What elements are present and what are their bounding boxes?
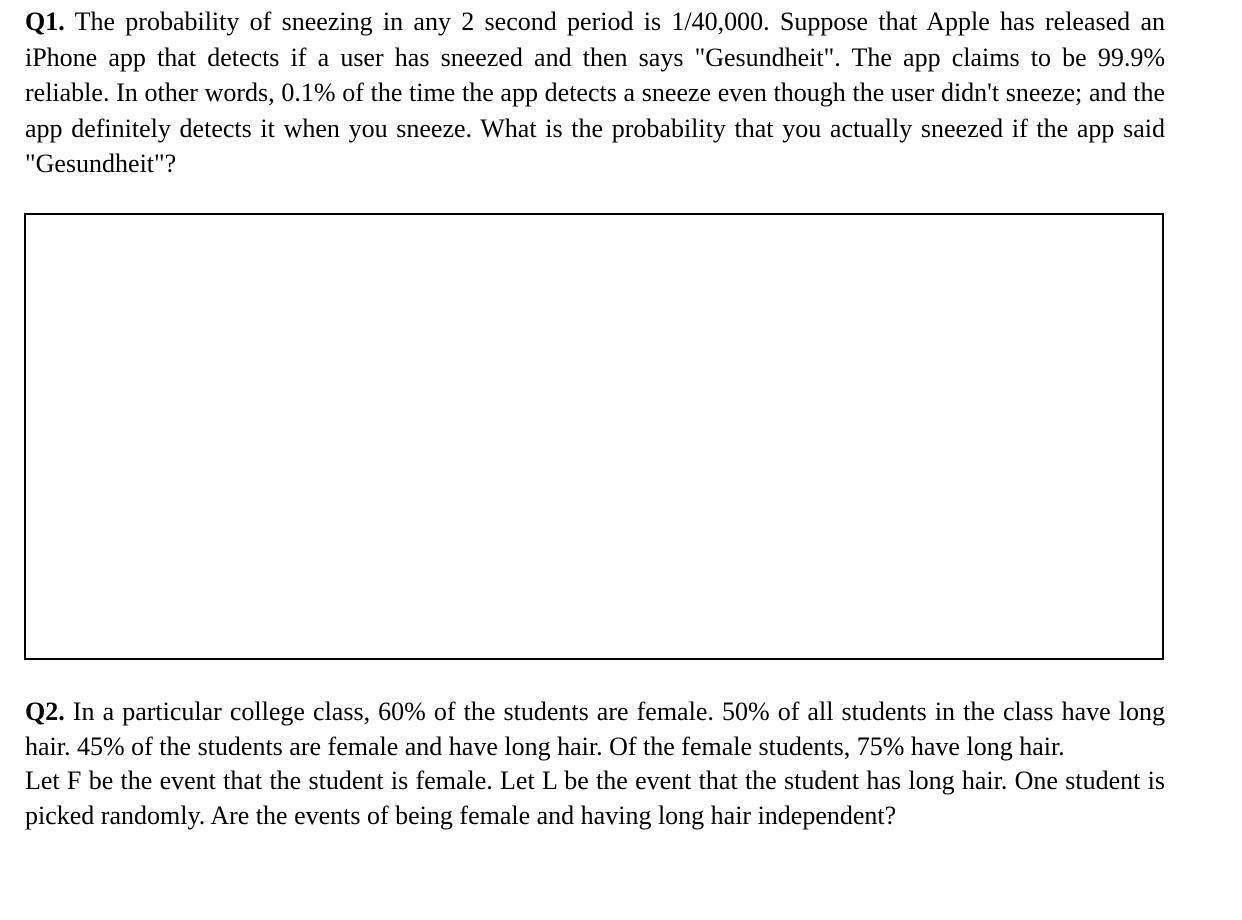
- question-1-text: [25, 4, 1165, 182]
- question-1-number: Q1.: [25, 7, 65, 36]
- question-2-text: [25, 695, 1165, 764]
- question-2-number: Q2.: [25, 697, 65, 726]
- answer-box-q1[interactable]: [24, 213, 1164, 660]
- question-2: [25, 695, 1165, 833]
- question-1-body: The probability of sneezing in any 2 second period is 1/40,000. Suppose that Apple has released an iPhone app that detects if a user has sneezed and then says "Gesundheit". The app claims to be 99.9% reliable. In other words, 0.1% of the time the app detects a sneeze even though the user didn't sneeze; and the app definitely detects it when you sneeze. What is the probability that you actually sneezed if the app said "Gesundheit"?: [25, 7, 1165, 178]
- question-2-followup: Let F be the event that the student is female. Let L be the event that the student has long hair. One student is picked randomly. Are the events of being female and having long hair independent?: [25, 766, 1165, 830]
- question-1: [25, 4, 1165, 182]
- question-2-body: In a particular college class, 60% of the students are female. 50% of all students in the class have long hair. 45% of the students are female and have long hair. Of the female students, 75% have long hair.: [25, 697, 1165, 761]
